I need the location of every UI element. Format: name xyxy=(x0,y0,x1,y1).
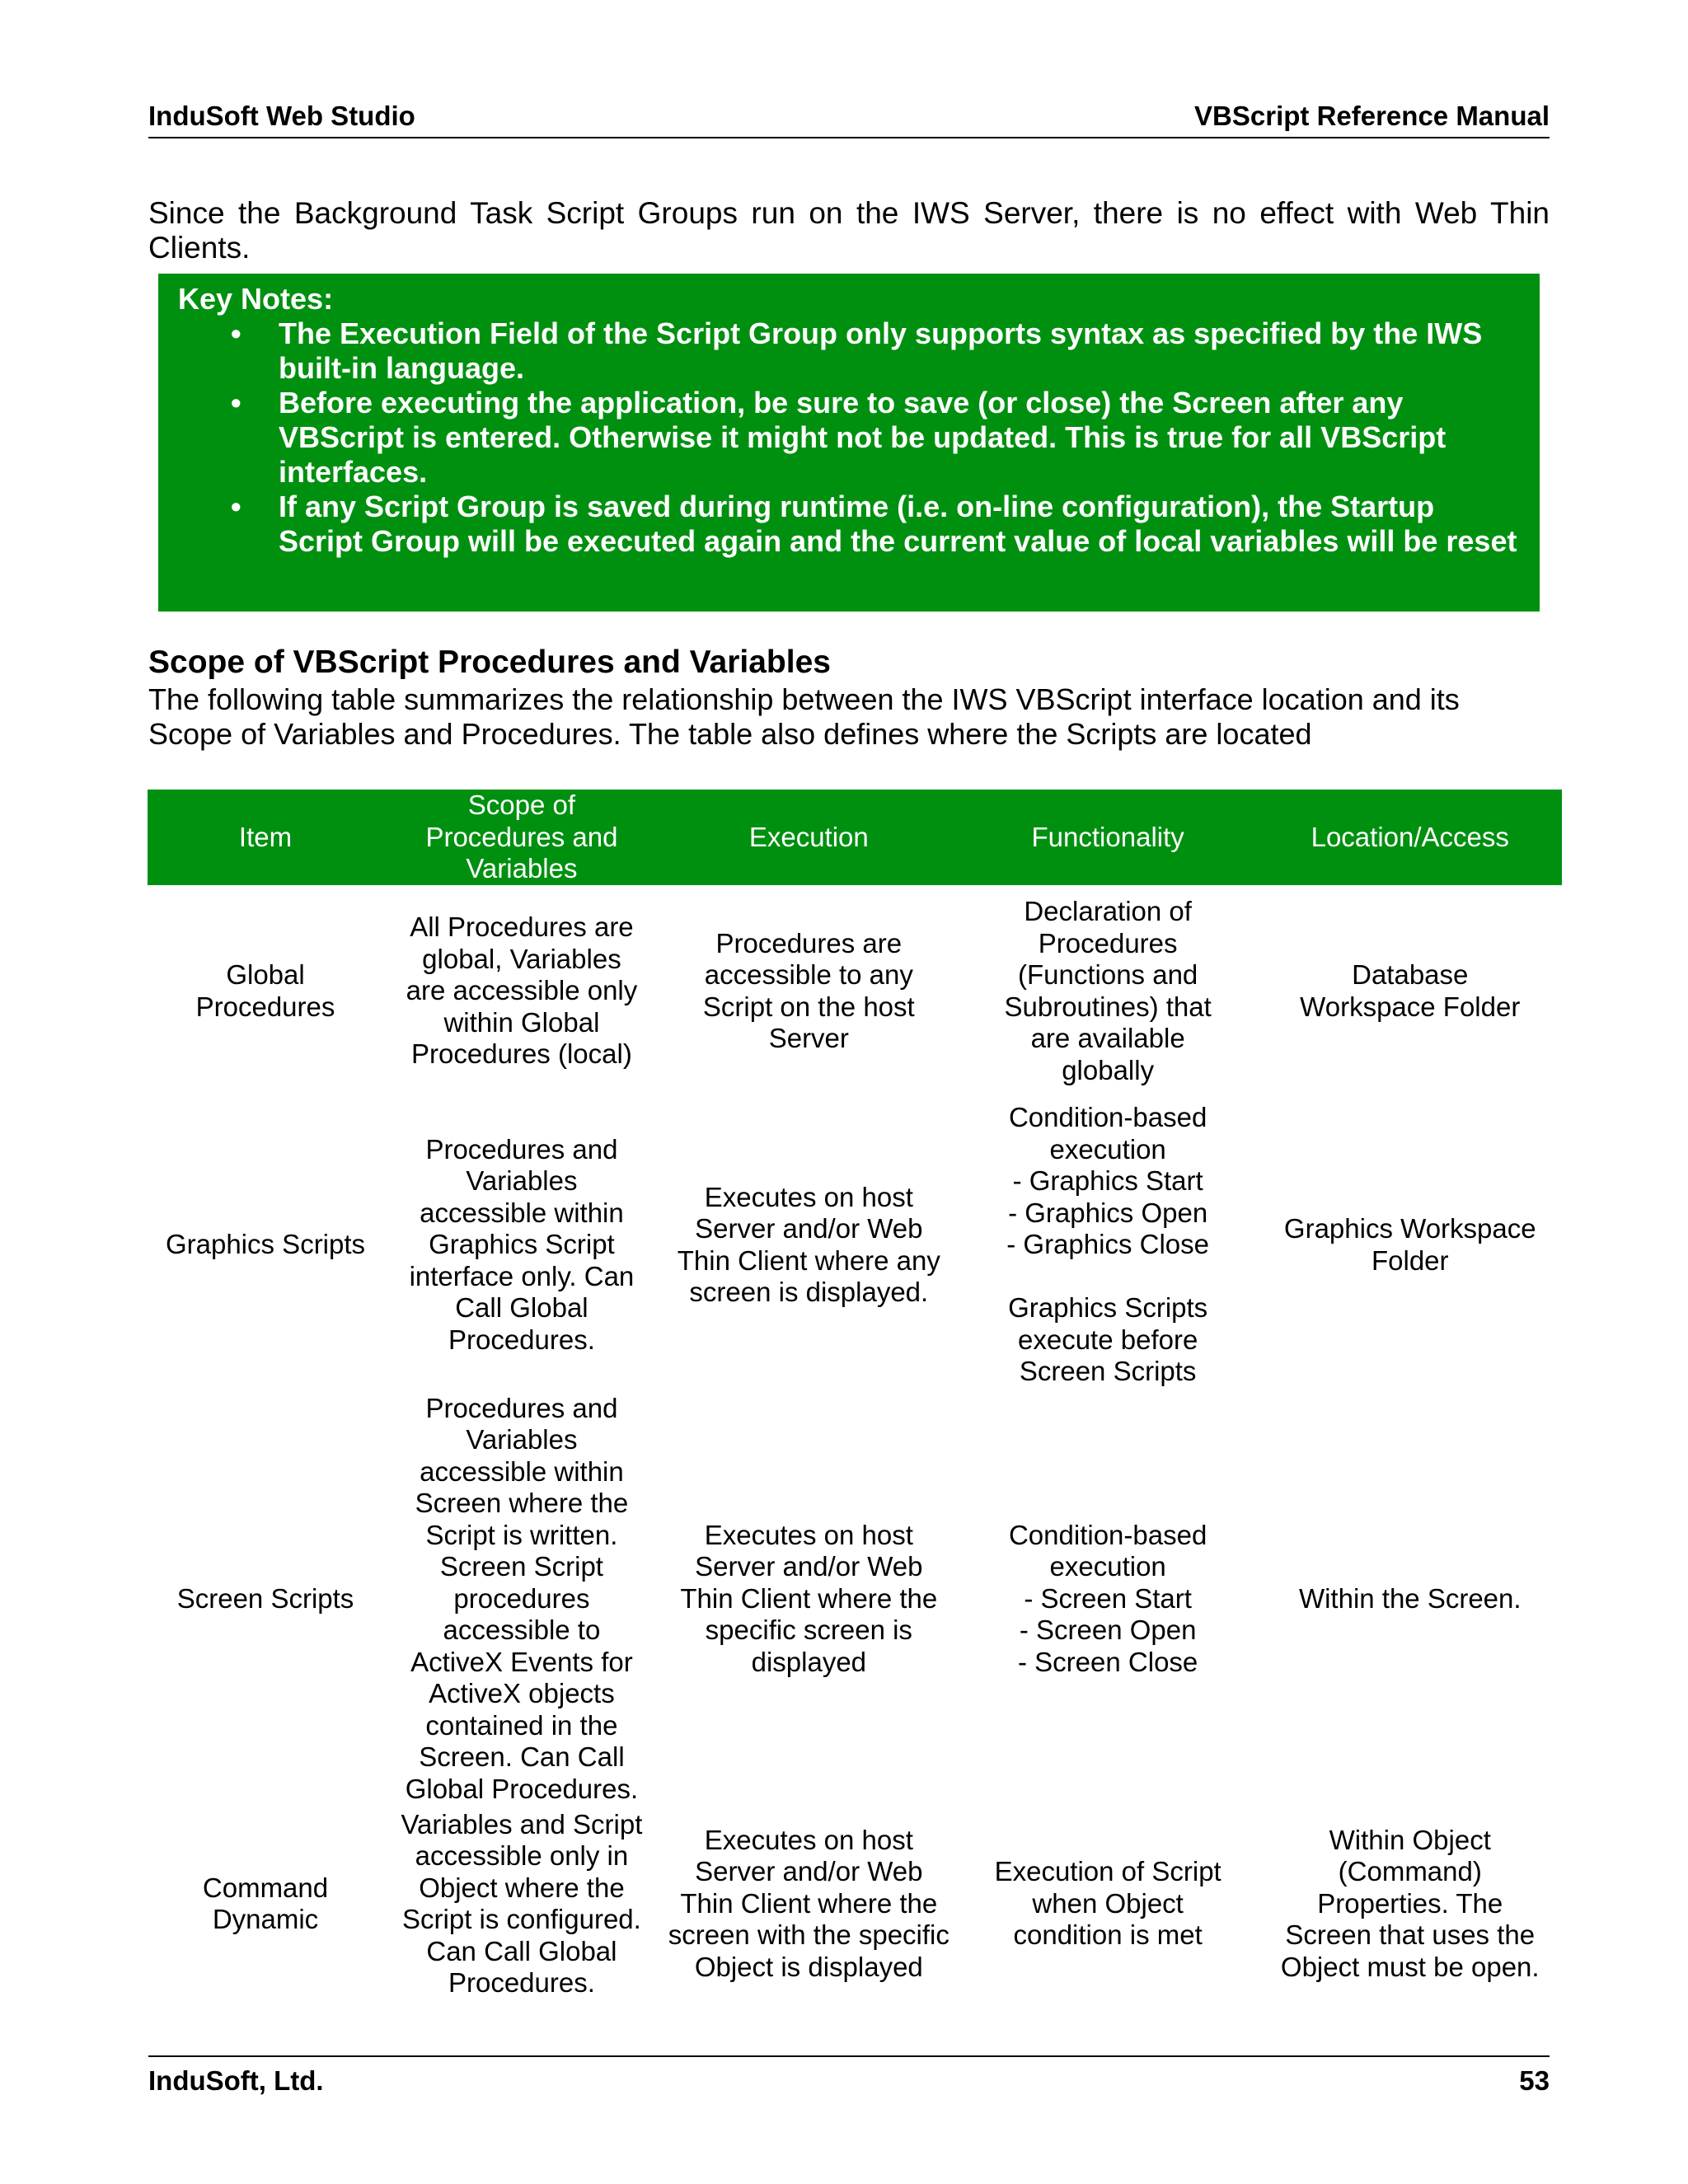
cell-item: Screen Scripts xyxy=(176,1582,354,1614)
bullet-icon: • xyxy=(231,316,241,350)
bullet-icon: • xyxy=(231,386,241,419)
column-header-functionality: Functionality xyxy=(958,790,1259,885)
scope-table xyxy=(148,790,1562,2003)
column-header-execution: Execution xyxy=(660,790,958,885)
cell-location: Within Object (Command) Properties. The Screen that uses the Object must be open. xyxy=(1280,1824,1540,1982)
table-row xyxy=(148,885,1562,1098)
cell-item: Graphics Scripts xyxy=(165,1229,366,1260)
key-notes-box xyxy=(158,274,1540,612)
cell-functionality: Execution of Script when Object condition is met xyxy=(994,1856,1221,1951)
key-notes-list xyxy=(178,316,1520,559)
page-number: 53 xyxy=(1519,2065,1550,2096)
cell-execution: Executes on host Server and/or Web Thin Client where the screen with the specific Object is displayed xyxy=(668,1824,950,1982)
section-heading: Scope of VBScript Procedures and Variables xyxy=(148,644,831,680)
cell-execution: Executes on host Server and/or Web Thin Client where the specific screen is displayed xyxy=(680,1519,938,1677)
cell-scope: All Procedures are global, Variables are accessible only within Global Procedures (local) xyxy=(406,912,638,1070)
key-note-text: If any Script Group is saved during runtime (i.e. on-line configuration), the Startup Script Group will be executed again and the current value of local variables will be reset xyxy=(279,490,1517,558)
footer-company: InduSoft, Ltd. xyxy=(148,2065,324,2096)
column-header-location: Location/Access xyxy=(1259,790,1562,885)
key-note-item xyxy=(178,490,1520,559)
cell-scope: Variables and Script accessible only in Object where the Script is configured. Can Call Global Procedures. xyxy=(401,1808,643,1998)
key-note-item xyxy=(178,316,1520,386)
key-note-item xyxy=(178,386,1520,490)
cell-functionality: Condition-based execution - Screen Start - Screen Open - Screen Close xyxy=(1008,1519,1207,1677)
cell-location: Graphics Workspace Folder xyxy=(1283,1213,1536,1276)
table-row xyxy=(148,1393,1562,1806)
intro-paragraph: Since the Background Task Script Groups run on the IWS Server, there is no effect with Web Thin Clients. xyxy=(148,196,1550,265)
key-note-text: Before executing the application, be sure to save (or close) the Screen after any VBScript is entered. Otherwise it might not be updated. This is true for all VBScript interfaces. xyxy=(279,386,1447,489)
table-row xyxy=(148,1805,1562,2003)
cell-functionality: Declaration of Procedures (Functions and Subroutines) that are available globally xyxy=(1004,896,1212,1085)
table-row xyxy=(148,1098,1562,1393)
cell-execution: Executes on host Server and/or Web Thin Client where any screen is displayed. xyxy=(677,1181,940,1307)
cell-item: Global Procedures xyxy=(195,959,335,1022)
key-notes-title: Key Notes: xyxy=(178,282,334,316)
cell-execution: Procedures are accessible to any Script on the host Server xyxy=(702,927,915,1053)
page-footer xyxy=(148,2055,1550,2096)
cell-item: Command Dynamic xyxy=(202,1872,329,1934)
table-header-row xyxy=(148,790,1562,885)
cell-functionality: Condition-based execution - Graphics Start - Graphics Open - Graphics Close Graphics Scripts execute before Screen Scripts xyxy=(1006,1102,1210,1387)
bullet-icon: • xyxy=(231,490,241,523)
column-header-item: Item xyxy=(148,790,383,885)
key-note-text: The Execution Field of the Script Group only supports syntax as specified by the IWS built-in language. xyxy=(279,316,1483,385)
cell-scope: Procedures and Variables accessible within Screen where the Script is written. Screen Script procedures accessible to ActiveX Events for ActiveX objects contained in the Screen. Can Call Global Procedures. xyxy=(405,1392,639,1804)
page-header xyxy=(148,97,1550,138)
column-header-scope: Scope of Procedures and Variables xyxy=(383,790,660,885)
section-description: The following table summarizes the relationship between the IWS VBScript interface location and its Scope of Variables and Procedures. The table also defines where the Scripts are located xyxy=(148,682,1460,751)
header-product-name: InduSoft Web Studio xyxy=(148,101,415,131)
cell-location: Within the Screen. xyxy=(1298,1582,1522,1614)
cell-scope: Procedures and Variables accessible within Graphics Script interface only. Can Call Global Procedures. xyxy=(409,1133,635,1355)
header-manual-title: VBScript Reference Manual xyxy=(1194,101,1550,131)
cell-location: Database Workspace Folder xyxy=(1300,959,1521,1022)
